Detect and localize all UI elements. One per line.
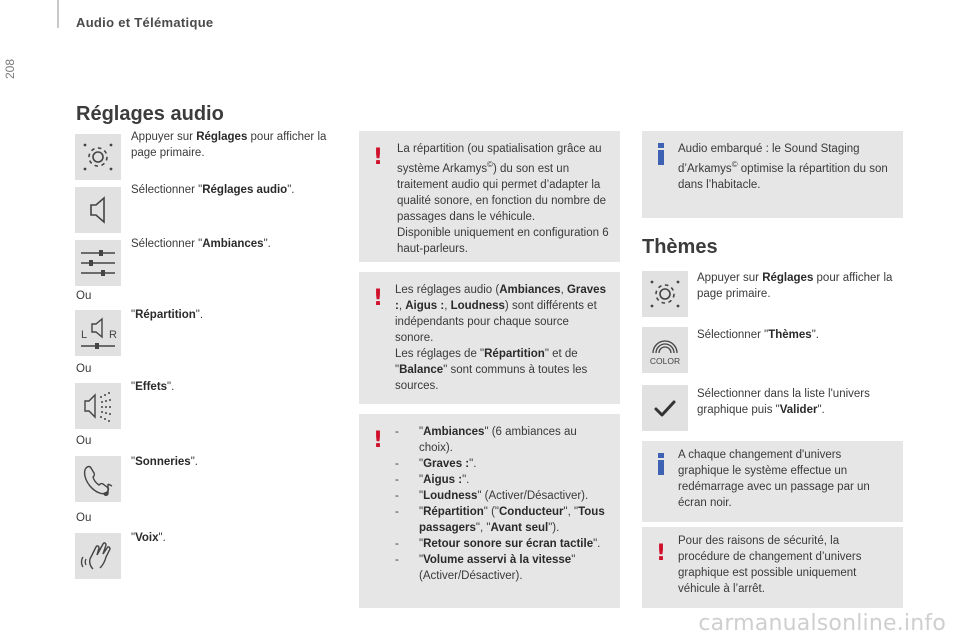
balance-lr-icon [75,310,121,356]
page-number: 208 [3,58,18,80]
step-text: Sélectionner "Réglages audio". [131,184,295,196]
or-label: Ou [76,435,92,447]
info-note: Audio embarqué : le Sound Staging d’Arkamys© optimise la répartition du son dans l’habitacle. [642,131,903,218]
step-text: "Effets". [131,381,175,393]
list-item: - "Loudness" (Activer/Désactiver). [395,490,589,502]
step-text: "Voix". [131,532,166,544]
or-label: Ou [76,290,92,302]
info-icon [658,453,664,475]
or-label: Ou [76,363,92,375]
ringtone-phone-icon [75,456,121,502]
watermark: carmanualsonline.info [698,611,946,636]
list-item: - "Graves :". [395,458,477,470]
equalizer-icon [75,240,121,286]
margin-rule [57,0,59,28]
warning-note: ! Les réglages audio (Ambiances, Graves :, Aigus :, Loudness) sont différents et indépendants pour chaque source sonore. Les réglages de "Répartition" et de "Balance" sont communs à toutes les sources. [359,272,620,404]
warning-note: ! La répartition (ou spatialisation grâce au système Arkamys©) du son est un traitement audio qui permet d’adapter la qualité sonore, en fonction du nombre de passages dans le véhicule. Disponible uniquement en configuration 6 haut-parleurs. [359,131,620,262]
warning-icon: ! [373,428,384,453]
step-text: Sélectionner "Ambiances". [131,238,271,250]
info-icon [658,143,664,165]
list-item: - "Volume asservi à la vitesse" (Activer/Désactiver). [395,554,576,582]
info-note: A chaque changement d'univers graphique le système effectue un redémarrage avec un passage par un écran noir. [642,441,903,522]
checkmark-icon [642,385,688,431]
step-text: "Répartition". [131,309,204,321]
section-title: Audio et Télématique [76,15,214,30]
page-title: Réglages audio [76,103,224,125]
step-text: Sélectionner "Thèmes". [697,329,819,341]
step-text: Sélectionner dans la liste l'univers graphique puis "Valider". [697,388,870,416]
color-theme-icon [642,327,688,373]
warning-icon: ! [656,541,667,566]
list-item: - "Ambiances" (6 ambiances au choix). [395,426,577,454]
list-item: - "Retour sonore sur écran tactile". [395,538,601,550]
step-text: Appuyer sur Réglages pour afficher la page primaire. [697,272,893,300]
warning-note: ! Pour des raisons de sécurité, la procédure de changement d’univers graphique est possible uniquement véhicule à l’arrêt. [642,527,903,608]
balance-r-label: R [109,329,117,341]
list-item: - "Répartition" ("Conducteur", "Tous passagers", "Avant seul"). [395,506,605,534]
section-heading-themes: Thèmes [642,236,718,258]
warning-note [359,414,620,608]
list-item: - "Aigus :". [395,474,470,486]
warning-icon: ! [373,145,384,170]
color-label: COLOR [649,356,681,366]
or-label: Ou [76,512,92,524]
speaker-effects-icon [75,383,121,429]
speaker-icon [75,187,121,233]
settings-gear-icon [75,134,121,180]
step-text: Appuyer sur Réglages pour afficher la page primaire. [131,131,327,159]
balance-l-label: L [81,329,88,341]
step-text: "Sonneries". [131,456,198,468]
warning-icon: ! [373,286,384,311]
voice-hand-icon [75,533,121,579]
settings-gear-icon [642,271,688,317]
